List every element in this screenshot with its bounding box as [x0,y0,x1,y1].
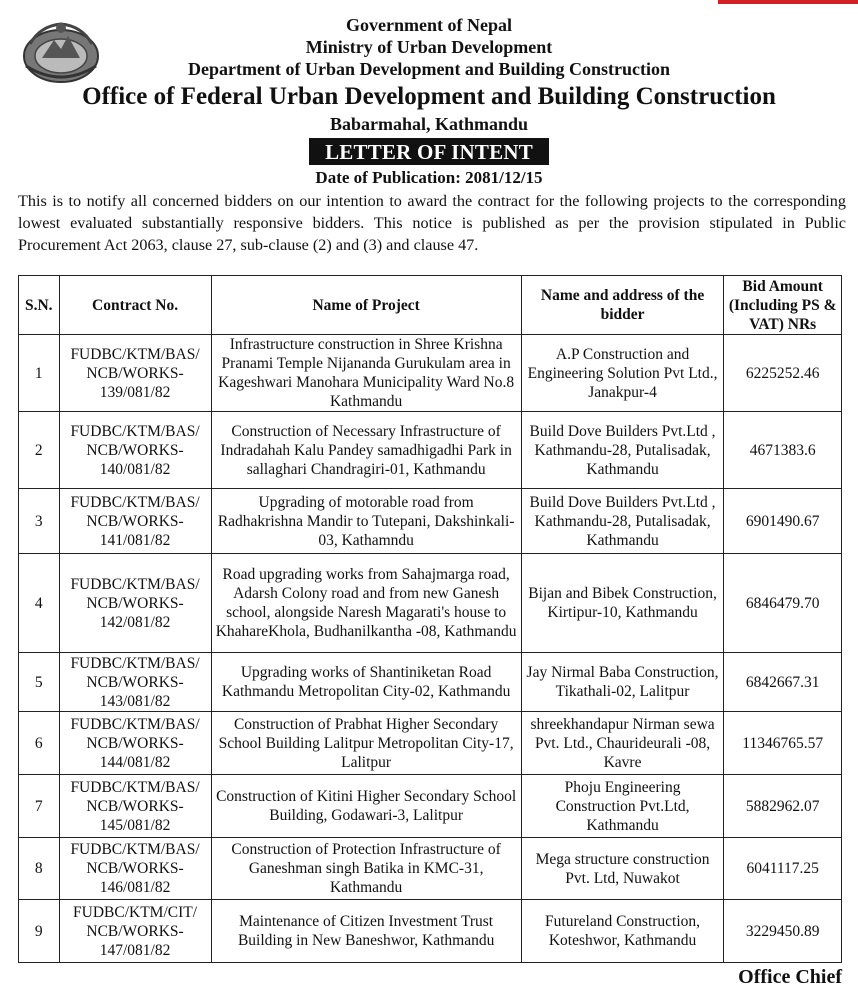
cell-project: Construction of Prabhat Higher Secondary School Building Lalitpur Metropolitan City-17, Lalitpur [211,712,521,775]
header-amount: Bid Amount (Including PS & VAT) NRs [724,276,842,335]
table-row [19,489,842,554]
table-row [19,775,842,838]
cell-bidder: shreekhandapur Nirman sewa Pvt. Ltd., Chaurideurali -08, Kavre [521,712,724,775]
cell-contract-no: FUDBC/KTM/BAS/ NCB/WORKS- 143/081/82 [59,653,211,712]
cell-amount: 6225252.46 [724,335,842,412]
cell-sn: 1 [19,335,60,412]
cell-amount: 3229450.89 [724,900,842,963]
cell-contract-no: FUDBC/KTM/BAS/ NCB/WORKS- 145/081/82 [59,775,211,838]
letter-header [0,0,858,136]
cell-amount: 6842667.31 [724,653,842,712]
cell-amount: 4671383.6 [724,412,842,489]
cell-bidder: Bijan and Bibek Construction, Kirtipur-10, Kathmandu [521,554,724,653]
document-title: LETTER OF INTENT [309,138,549,165]
table-row [19,412,842,489]
cell-sn: 3 [19,489,60,554]
signatory: Office Chief [738,966,842,988]
cell-sn: 7 [19,775,60,838]
office-address: Babarmahal, Kathmandu [329,114,529,134]
cell-project: Maintenance of Citizen Investment Trust Building in New Baneshwor, Kathmandu [211,900,521,963]
cell-sn: 5 [19,653,60,712]
cell-contract-no: FUDBC/KTM/CIT/ NCB/WORKS- 147/081/82 [59,900,211,963]
cell-bidder: Build Dove Builders Pvt.Ltd , Kathmandu-28, Putalisadak, Kathmandu [521,489,724,554]
publication-date: Date of Publication: 2081/12/15 [315,168,543,187]
header-contract-no: Contract No. [59,276,211,335]
cell-bidder: Jay Nirmal Baba Construction, Tikathali-02, Lalitpur [521,653,724,712]
office-name: Office of Federal Urban Development and Building Construction [82,83,776,110]
cell-contract-no: FUDBC/KTM/BAS/ NCB/WORKS- 141/081/82 [59,489,211,554]
cell-project: Infrastructure construction in Shree Krishna Pranami Temple Nijananda Gurukulam area in Kageshwari Manohara Municipality Ward No.8 Kathmandu [211,335,521,412]
cell-project: Construction of Kitini Higher Secondary School Building, Godawari-3, Lalitpur [211,775,521,838]
table-row [19,900,842,963]
cell-project: Construction of Protection Infrastructure of Ganeshman singh Batika in KMC-31, Kathmandu [211,838,521,900]
cell-sn: 4 [19,554,60,653]
header-bidder: Name and address of the bidder [521,276,724,335]
cell-amount: 5882962.07 [724,775,842,838]
table-row [19,653,842,712]
cell-sn: 8 [19,838,60,900]
cell-bidder: Build Dove Builders Pvt.Ltd , Kathmandu-28, Putalisadak, Kathmandu [521,412,724,489]
table-row [19,554,842,653]
table-row [19,335,842,412]
cell-sn: 6 [19,712,60,775]
department-name: Department of Urban Development and Building Construction [187,59,671,79]
header-sn: S.N. [19,276,60,335]
cell-sn: 2 [19,412,60,489]
government-name: Government of Nepal [346,15,512,35]
cell-project: Upgrading of motorable road from Radhakrishna Mandir to Tutepani, Dakshinkali-03, Kathamndu [211,489,521,554]
top-accent-bar [718,0,858,4]
cell-contract-no: FUDBC/KTM/BAS/ NCB/WORKS- 144/081/82 [59,712,211,775]
cell-amount: 11346765.57 [724,712,842,775]
table-header-row [19,276,842,335]
cell-sn: 9 [19,900,60,963]
cell-amount: 6901490.67 [724,489,842,554]
cell-bidder: A.P Construction and Engineering Solution Pvt Ltd., Janakpur-4 [521,335,724,412]
cell-project: Road upgrading works from Sahajmarga road, Adarsh Colony road and from new Ganesh school, alongside Naresh Magarati's house to KhahareKhola, Budhanilkantha -08, Kathmandu [211,554,521,653]
cell-amount: 6846479.70 [724,554,842,653]
intro-paragraph: This is to notify all concerned bidders on our intention to award the contract for the following projects to the corresponding lowest evaluated substantially responsive bidders. This notice is published as per the provision stipulated in Public Procurement Act 2063, clause 27, sub-clause (2) and (3) and clause 47. [18,192,846,254]
ministry-name: Ministry of Urban Development [305,37,553,57]
cell-contract-no: FUDBC/KTM/BAS/ NCB/WORKS- 142/081/82 [59,554,211,653]
cell-bidder: Mega structure construction Pvt. Ltd, Nuwakot [521,838,724,900]
cell-contract-no: FUDBC/KTM/BAS/ NCB/WORKS- 146/081/82 [59,838,211,900]
header-project: Name of Project [211,276,521,335]
award-table [18,275,842,963]
table-row [19,712,842,775]
cell-contract-no: FUDBC/KTM/BAS/ NCB/WORKS- 140/081/82 [59,412,211,489]
nepal-emblem-icon [20,16,102,86]
cell-bidder: Futureland Construction, Koteshwor, Kathmandu [521,900,724,963]
cell-project: Upgrading works of Shantiniketan Road Kathmandu Metropolitan City-02, Kathmandu [211,653,521,712]
table-row [19,838,842,900]
cell-contract-no: FUDBC/KTM/BAS/ NCB/WORKS- 139/081/82 [59,335,211,412]
cell-project: Construction of Necessary Infrastructure of Indradahah Kalu Pandey samadhigadhi Park in sallaghari Chandragiri-01, Kathmandu [211,412,521,489]
cell-amount: 6041117.25 [724,838,842,900]
cell-bidder: Phoju Engineering Construction Pvt.Ltd, Kathmandu [521,775,724,838]
